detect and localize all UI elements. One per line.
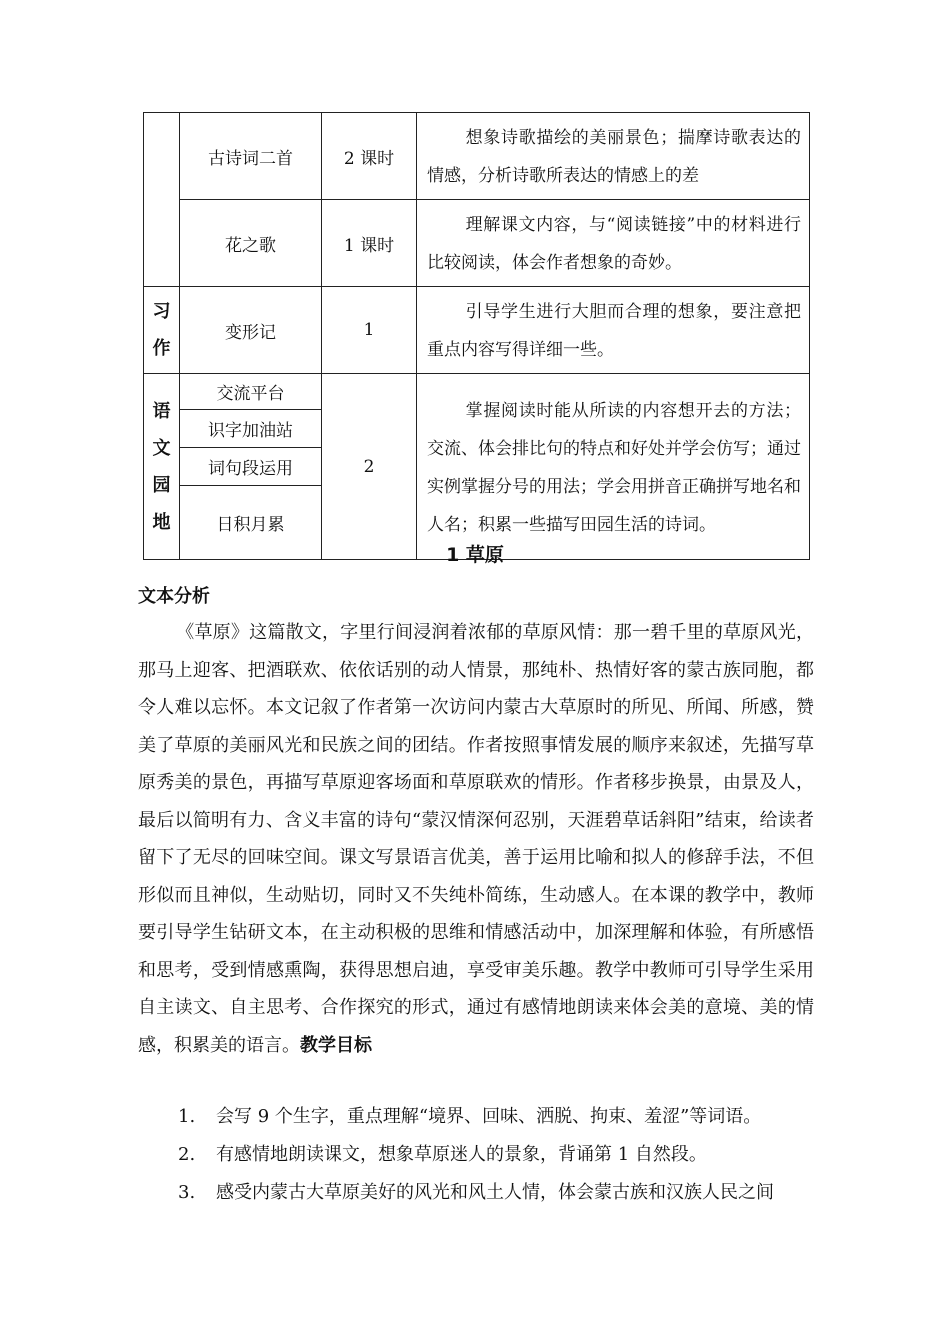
category-char: 文 xyxy=(152,437,171,459)
table-row xyxy=(144,287,810,374)
goal-item-text: 会写 9 个生字，重点理解“境界、回味、洒脱、拘束、羞涩”等词语。 xyxy=(216,1106,762,1127)
category-char: 园 xyxy=(152,474,171,496)
goal-number: 2. xyxy=(178,1144,196,1165)
goal-item-text: 有感情地朗读课文，想象草原迷人的景象，背诵第 1 自然段。 xyxy=(216,1144,707,1165)
lesson-title-cell: 日积月累 xyxy=(180,486,322,560)
goal-item-text: 感受内蒙古大草原美好的风光和风土人情，体会蒙古族和汉族人民之间 xyxy=(216,1182,774,1203)
goal-number: 1. xyxy=(178,1106,196,1127)
lesson-goal-cell xyxy=(417,200,810,287)
lesson-hours-cell: 1 课时 xyxy=(322,200,417,287)
lesson-title: 1 草原 xyxy=(446,544,504,566)
category-char: 地 xyxy=(152,511,171,533)
category-cell-empty xyxy=(144,113,180,287)
category-char: 语 xyxy=(152,400,171,422)
lesson-title-cell: 变形记 xyxy=(180,287,322,374)
list-item xyxy=(138,1136,814,1174)
category-char: 习 xyxy=(152,301,171,322)
analysis-text: 《草原》这篇散文，字里行间浸润着浓郁的草原风情：那一碧千里的草原风光，那马上迎客、把酒联欢、依依话别的动人情景，那纯朴、热情好客的蒙古族同胞，都令人难以忘怀。本文记叙了作者第一次访问内蒙古大草原时的所见、所闻、所感，赞美了草原的美丽风光和民族之间的团结。作者按照事情发展的顺序来叙述，先描写草原秀美的景色，再描写草原迎客场面和草原联欢的情形。作者移步换景，由景及人，最后以简明有力、含义丰富的诗句“蒙汉情深何忍别，天涯碧草话斜阳”结束，给读者留下了无尽的回味空间。课文写景语言优美，善于运用比喻和拟人的修辞手法，不但形似而且神似，生动贴切，同时又不失纯朴简练，生动感人。在本课的教学中，教师要引导学生钻研文本，在主动积极的思维和情感活动中，加深理解和体验，有所感悟和思考，受到情感熏陶，获得思想启迪，享受审美乐趣。教学中教师可引导学生采用自主读文、自主思考、合作探究的形式，通过有感情地朗读来体会美的意境、美的情感，积累美的语言。 xyxy=(138,622,814,1056)
lesson-goal-cell xyxy=(417,287,810,374)
goal-number: 3. xyxy=(178,1182,196,1203)
lesson-hours-cell: 2 课时 xyxy=(322,113,417,200)
lesson-hours-cell: 1 xyxy=(322,287,417,374)
goal-text: 理解课文内容，与“阅读链接”中的材料进行比较阅读，体会作者想象的奇妙。 xyxy=(427,215,801,273)
table-row xyxy=(144,374,810,410)
lesson-title-cell: 词句段运用 xyxy=(180,448,322,486)
goal-text: 引导学生进行大胆而合理的想象，要注意把重点内容写得详细一些。 xyxy=(427,302,801,360)
list-item xyxy=(138,1098,814,1136)
lesson-goal-cell xyxy=(417,374,810,560)
lesson-goal-cell xyxy=(417,113,810,200)
category-char: 作 xyxy=(152,338,171,359)
lesson-title-cell: 古诗词二首 xyxy=(180,113,322,200)
goal-text: 掌握阅读时能从所读的内容想开去的方法；交流、体会排比句的特点和好处并学会仿写；通过实例掌握分号的用法；学会用拼音正确拼写地名和人名；积累一些描写田园生活的诗词。 xyxy=(427,400,801,535)
goal-text: 想象诗歌描绘的美丽景色；揣摩诗歌表达的情感，分析诗歌所表达的情感上的差 xyxy=(427,128,801,186)
category-cell-yuwen xyxy=(144,374,180,560)
analysis-paragraph xyxy=(138,614,814,1064)
table-row xyxy=(144,200,810,287)
lesson-title-cell: 识字加油站 xyxy=(180,410,322,448)
list-item xyxy=(138,1174,814,1212)
lesson-title-cell: 花之歌 xyxy=(180,200,322,287)
lesson-title-cell: 交流平台 xyxy=(180,374,322,410)
unit-plan-table xyxy=(143,112,810,560)
goals-heading: 教学目标 xyxy=(300,1034,372,1056)
category-cell-xizuo xyxy=(144,287,180,374)
goals-list xyxy=(138,1098,814,1212)
table-row xyxy=(144,113,810,200)
section-heading: 文本分析 xyxy=(138,586,210,607)
lesson-hours-cell: 2 xyxy=(322,374,417,560)
